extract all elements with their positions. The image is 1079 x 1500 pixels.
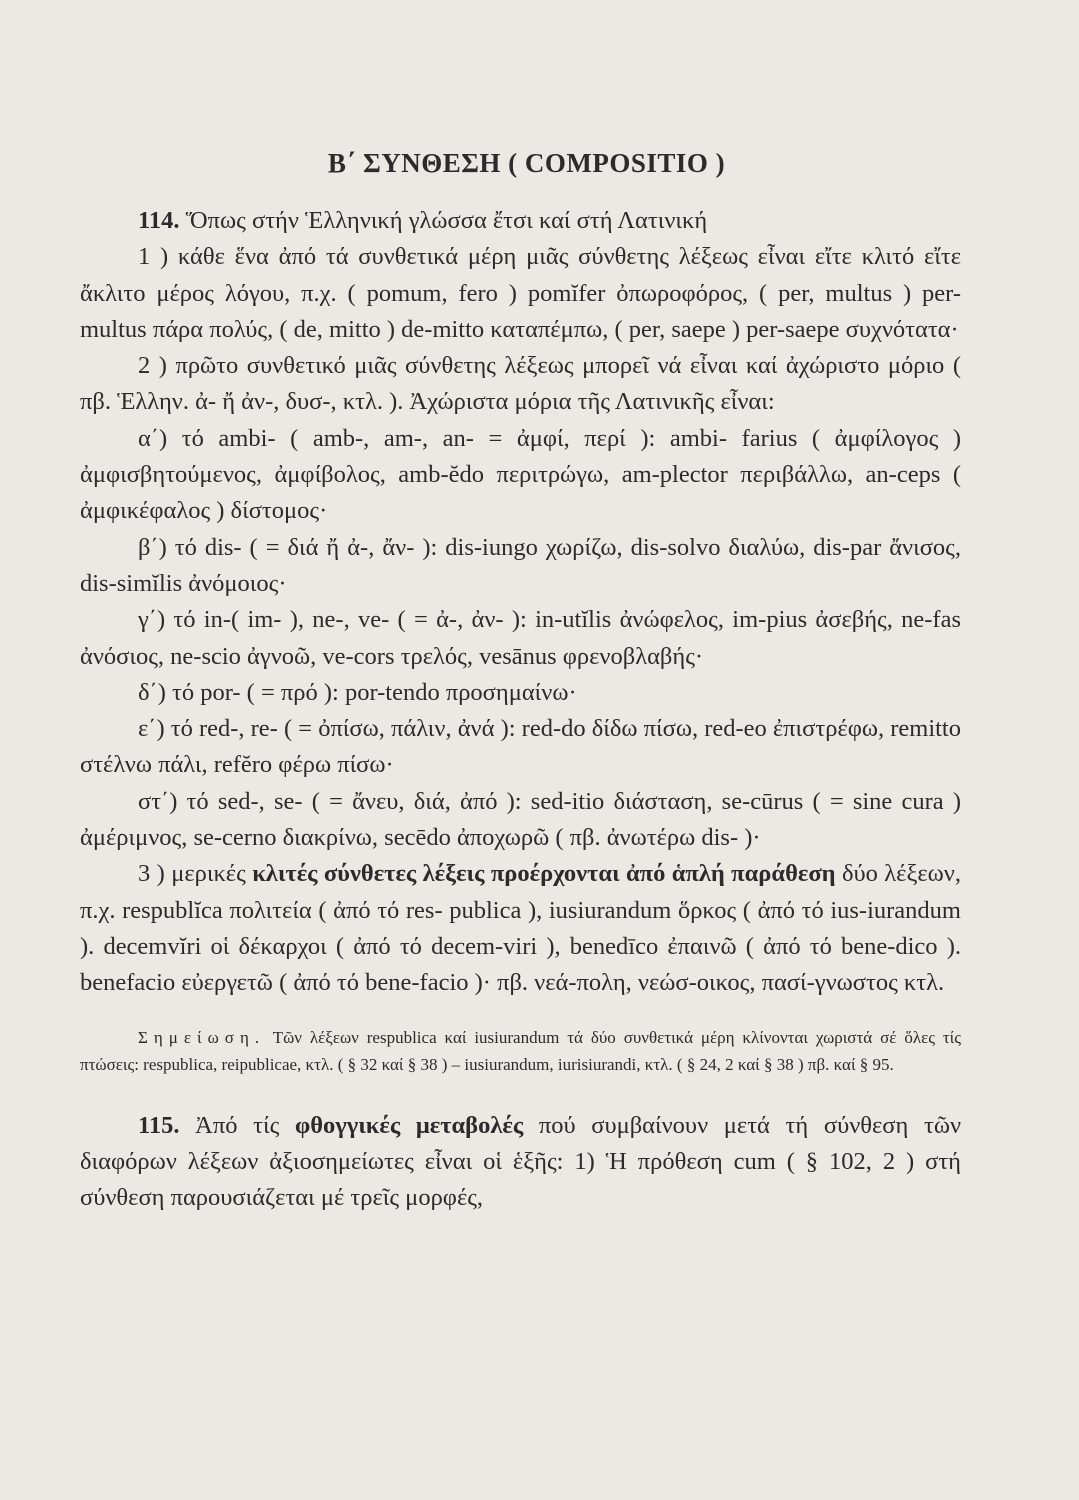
section-number-114: 114.: [138, 207, 180, 234]
item-delta: δ΄) τό por- ( = πρό ): por-tendo προσημαίνω·: [138, 678, 577, 706]
section-115-emphasis: φθογγικές μεταβολές: [294, 1111, 524, 1139]
item-beta: β΄) τό dis- ( = διά ἤ ἀ-, ἄν- ): dis-iungo χωρίζω, dis-solvo διαλύω, dis-par ἄνισος, dis-simĭlis ἀνόμοιος·: [80, 533, 961, 597]
point-2: 2 ) πρῶτο συνθετικό μιᾶς σύνθετης λέξεως μπορεῖ νά εἶναι καί ἀχώριστο μόριο ( πβ. Ἑλλην. ἀ- ἤ ἀν-, δυσ-, κτλ. ). Ἀχώριστα μόρια τῆς Λατινικῆς εἶναι:: [80, 352, 961, 416]
note-text: Τῶν λέξεων respublica καί iusiurandum τά δύο συνθετικά μέρη κλίνονται χωριστά σέ ὅλες τίς πτώσεις: respublica, reipublicae, κτλ. ( § 32 καί § 38 ) – iusiurandum, iurisiurandi, κτλ. ( § 24, 2 καί § 38 ) πβ. καί § 95.: [80, 1027, 961, 1074]
point-3-emphasis: κλιτές σύνθετες λέξεις προέρχονται ἀπό ἁπλή παράθεση: [252, 860, 836, 888]
point-3-rest: δύο λέξεων, π.χ. respublĭca πολιτεία ( ἀπό τό res- publica ), iusiurandum ὅρκος ( ἀπό τό ius-iurandum ). decemvĭri οἱ δέκαρχοι ( ἀπό τό decem-viri ), benedīco ἐπαινῶ ( ἀπό τό bene-dico ). benefacio εὐεργετῶ ( ἀπό τό bene-facio )· πβ. νεά-πολη, νεώσ-οικος, πασί-γνωστος κτλ.: [80, 860, 961, 997]
item-epsilon: ε΄) τό red-, re- ( = ὀπίσω, πάλιν, ἀνά ): red-do δίδω πίσω, red-eo ἐπιστρέφω, remitto στέλνω πάλι, refĕro φέρω πίσω·: [80, 715, 961, 779]
item-alpha: α΄) τό ambi- ( amb-, am-, an- = ἀμφί, περί ): ambi- farius ( ἀμφίλογος ) ἀμφισβητούμενος, ἀμφίβολος, amb-ĕdo περιτρώγω, am-plector περιβάλλω, an-ceps ( ἀμφικέφαλος ) δίστομος·: [80, 424, 961, 525]
chapter-heading: Β΄ ΣΥΝΘΕΣΗ ( COMPOSITIO ): [327, 148, 726, 178]
section-115-rest: πού συμβαίνουν μετά τή σύνθεση τῶν διαφόρων λέξεων ἀξιοσημείωτες εἶναι οἱ ἑξῆς: 1) Ἡ πρόθεση cum ( § 102, 2 ) στή σύνθεση παρουσιάζεται μέ τρεῖς μορφές,: [80, 1111, 962, 1212]
point-3: [80, 856, 961, 1001]
item-gamma: γ΄) τό in-( im- ), ne-, ve- ( = ἀ-, ἀν- ): in-utĭlis ἀνώφελος, im-pius ἀσεβής, ne-fas ἀνόσιος, ne-scio ἀγνοῶ, ve-cors τρελός, vesānus φρενοβλαβής·: [80, 606, 961, 670]
section-114-intro-text: Ὅπως στήν Ἑλληνική γλώσσα ἔτσι καί στή Λατινική: [185, 207, 708, 234]
section-114-intro: [80, 203, 961, 239]
point-1: 1 ) κάθε ἕνα ἀπό τά συνθετικά μέρη μιᾶς σύνθετης λέξεως εἶναι εἴτε κλιτό εἴτε ἄκλιτο μέρος λόγου, π.χ. ( pomum, fero ) pomĭfer ὀπωροφόρος, ( per, multus ) per-multus πάρα πολύς, ( de, mitto ) de-mitto καταπέμπω, ( per, saepe ) per-saepe συχνότατα·: [80, 243, 961, 343]
section-115: [80, 1108, 961, 1217]
item-stigma: στ΄) τό sed-, se- ( = ἄνευ, διά, ἀπό ): sed-itio διάσταση, se-cūrus ( = sine cura ) ἀμέριμνος, se-cerno διακρίνω, secēdo ἀποχωρῶ ( πβ. ἀνωτέρω dis- )·: [80, 787, 961, 852]
note-label: Σημείωση.: [138, 1027, 266, 1047]
note-paragraph: [80, 1024, 961, 1078]
section-115-lead: Ἀπό τίς: [179, 1111, 295, 1139]
section-number-115: 115.: [138, 1111, 180, 1139]
point-3-lead: 3 ) μερικές: [138, 860, 253, 888]
